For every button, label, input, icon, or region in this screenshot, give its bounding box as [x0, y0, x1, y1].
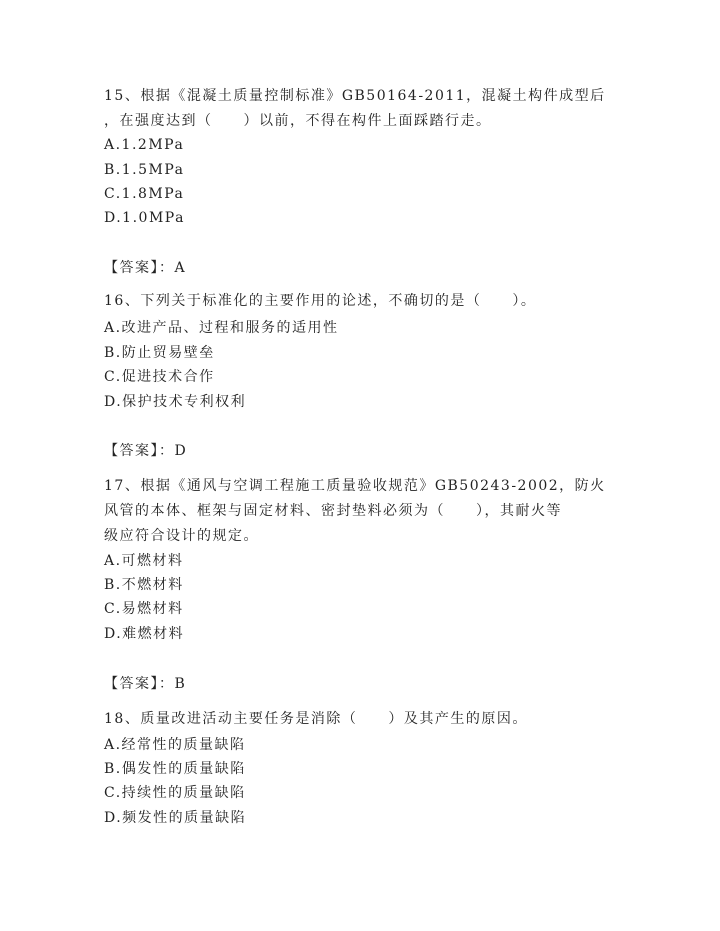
question-16-answer: 【答案】：D — [104, 443, 188, 459]
question-15-option-d: D.1.0MPa — [104, 210, 185, 226]
question-16-option-b: B.防止贸易壁垒 — [104, 345, 215, 361]
question-18-stem-line-1: 18、质量改进活动主要任务是消除（ ）及其产生的原因。 — [104, 711, 528, 727]
question-15-stem-line-2: ，在强度达到（ ）以前，不得在构件上面踩踏行走。 — [104, 113, 492, 129]
question-15-answer: 【答案】：A — [104, 260, 187, 276]
question-17-stem-line-3: 级应符合设计的规定。 — [104, 528, 259, 544]
question-17-answer: 【答案】：B — [104, 676, 187, 692]
question-18-option-c: C.持续性的质量缺陷 — [104, 785, 246, 801]
question-16-option-c: C.促进技术合作 — [104, 369, 215, 385]
question-17-stem-line-1: 17、根据《通风与空调工程施工质量验收规范》GB50243-2002，防火 — [104, 478, 606, 494]
question-18-option-a: A.经常性的质量缺陷 — [104, 737, 246, 753]
question-16-option-d: D.保护技术专利权利 — [104, 394, 247, 410]
question-17-option-d: D.难燃材料 — [104, 626, 185, 642]
question-17-stem-line-2: 风管的本体、框架与固定材料、密封垫料必须为（ ），其耐火等 — [104, 503, 562, 519]
question-18-option-d: D.频发性的质量缺陷 — [104, 810, 247, 826]
question-15-option-a: A.1.2MPa — [104, 137, 185, 153]
question-15-option-b: B.1.5MPa — [104, 162, 185, 178]
question-16-option-a: A.改进产品、过程和服务的适用性 — [104, 320, 339, 336]
question-15-option-c: C.1.8MPa — [104, 186, 185, 202]
question-17-option-b: B.不燃材料 — [104, 577, 184, 593]
question-15-stem-line-1: 15、根据《混凝土质量控制标准》GB50164-2011，混凝土构件成型后 — [104, 88, 606, 104]
question-18-option-b: B.偶发性的质量缺陷 — [104, 761, 246, 777]
question-17-option-c: C.易燃材料 — [104, 601, 184, 617]
question-17-option-a: A.可燃材料 — [104, 553, 184, 569]
question-16-stem-line-1: 16、下列关于标准化的主要作用的论述，不确切的是（ ）。 — [104, 293, 537, 309]
